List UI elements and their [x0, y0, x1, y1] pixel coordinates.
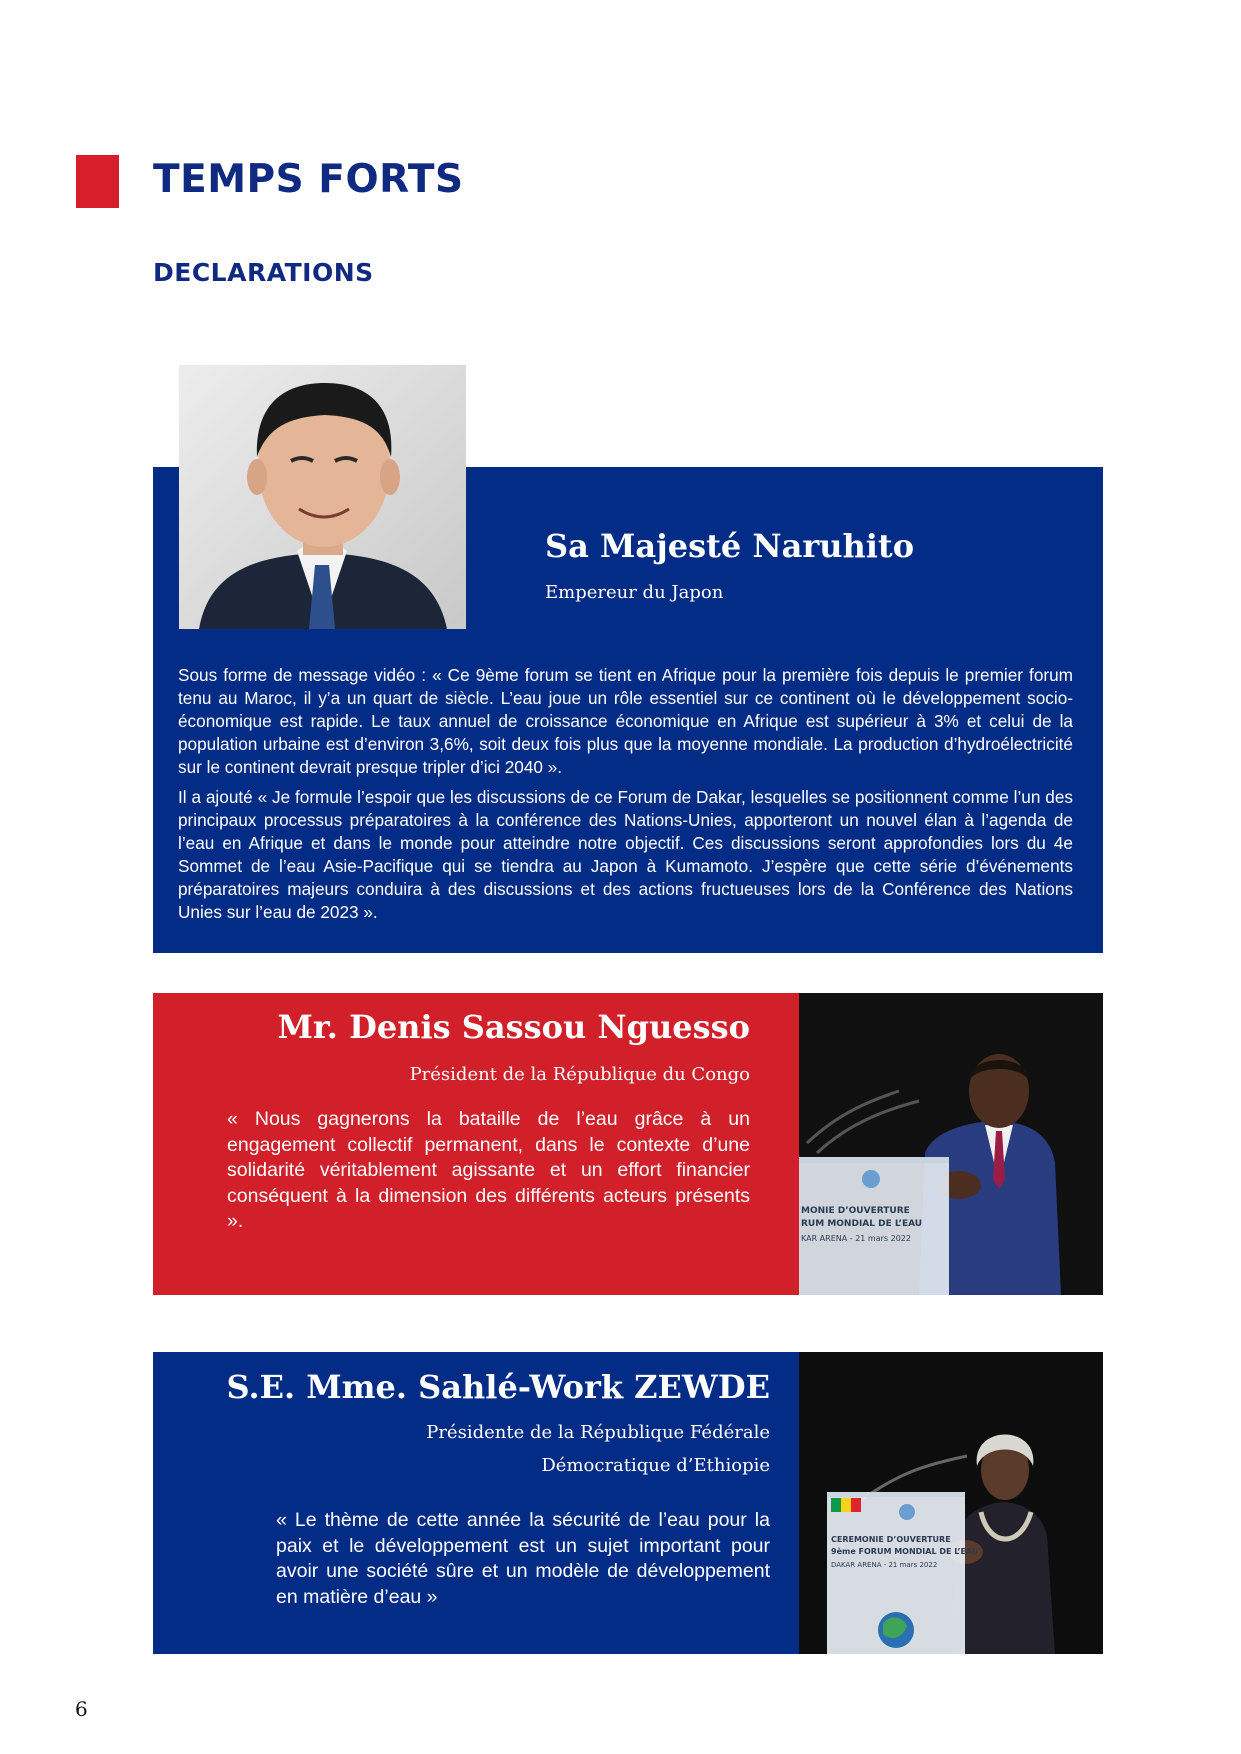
portrait-naruhito: [179, 365, 466, 629]
photo-sassou-nguesso: [799, 993, 1103, 1295]
speaker-role: Empereur du Japon: [545, 582, 724, 603]
podium-text-line: CEREMONIE D’OUVERTURE: [831, 1535, 951, 1544]
speaker-role-line: Présidente de la République Fédérale: [426, 1422, 770, 1443]
page-number: 6: [75, 1697, 88, 1721]
page-title: TEMPS FORTS: [153, 157, 464, 202]
paragraph: Il a ajouté « Je formule l’espoir que les discussions de ce Forum de Dakar, lesquelles se positionnent comme l’un des principaux processus préparatoires à la conférence des Nations-Unies, apporteront un nouvel élan à l’agenda de l’eau en Afrique et dans le monde pour atteindre notre objectif. Ces discussions seront approfondies lors du 4e Sommet de l’eau Asie-Pacifique qui se tiendra au Japon à Kumamoto. J’espère que cette série d’événements préparatoires majeurs conduira à des discussions et des actions fructueuses lors de la Conférence des Nations Unies sur l’eau de 2023 ».: [178, 787, 1073, 922]
podium-text-line: KAR ARENA - 21 mars 2022: [801, 1234, 911, 1243]
podium-text-line: 9ème FORUM MONDIAL DE L’EAU: [831, 1547, 979, 1556]
speaker-role-line: Démocratique d’Ethiopie: [541, 1455, 770, 1476]
speaker-name: Sa Majesté Naruhito: [545, 527, 915, 565]
section-subtitle: DECLARATIONS: [153, 258, 374, 287]
speaker-role: Président de la République du Congo: [409, 1064, 750, 1085]
speaker-name: S.E. Mme. Sahlé-Work ZEWDE: [226, 1368, 770, 1406]
speaker-quote: « Nous gagnerons la bataille de l’eau grâce à un engagement collectif permanent, dans le contexte d’une solidarité véritablement agissante et un effort financier conséquent à la dimension des différents acteurs présents ».: [227, 1108, 750, 1232]
speaker-quote: « Le thème de cette année la sécurité de l’eau pour la paix et le développement est un sujet important pour avoir une société sûre et un modèle de développement en matière d’eau »: [276, 1509, 770, 1608]
podium-text-line: MONIE D’OUVERTURE: [801, 1206, 910, 1216]
declaration-text: [178, 664, 1073, 931]
paragraph: Sous forme de message vidéo : « Ce 9ème forum se tient en Afrique pour la première fois depuis le premier forum tenu au Maroc, il y’a un quart de siècle. L’eau joue un rôle essentiel sur ce continent où le développement socio-économique est rapide. Le taux annuel de croissance économique en Afrique est supérieur à 3% et celui de la population urbaine est d’environ 3,6%, soit deux fois plus que la moyenne mondiale. La production d’hydroélectricité sur le continent devrait presque tripler d’ici 2040 ».: [178, 665, 1073, 777]
podium-text-line: RUM MONDIAL DE L’EAU: [801, 1219, 923, 1229]
podium-text-line: DAKAR ARENA - 21 mars 2022: [831, 1561, 938, 1569]
section-marker: [76, 155, 119, 208]
speaker-name: Mr. Denis Sassou Nguesso: [277, 1008, 750, 1046]
photo-zewde: [799, 1352, 1103, 1654]
svg-text:MONIE D’OUVERTURE RUM MO: [801, 1206, 925, 1243]
